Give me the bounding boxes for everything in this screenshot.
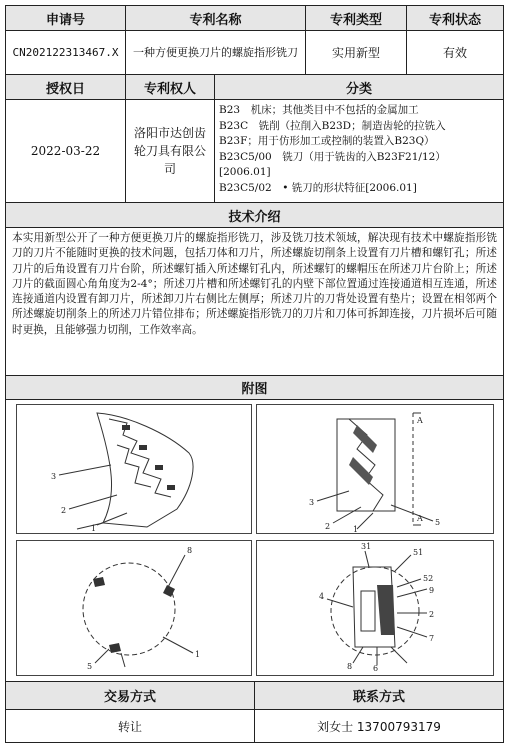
header-classification: 分类 — [215, 75, 503, 99]
fig4-callout: 52 — [423, 574, 434, 583]
figures-label: 附图 — [6, 376, 503, 399]
fig4-callout: 8 — [347, 662, 353, 671]
figure-2-drawing — [257, 405, 493, 533]
figure-2-side-view — [256, 404, 494, 534]
fig2-callout: 2 — [325, 522, 331, 531]
patent-type: 实用新型 — [306, 31, 407, 74]
fig4-callout: 51 — [413, 548, 424, 557]
classification-line: [2006.01] — [219, 166, 271, 178]
header-patent-status: 专利状态 — [407, 6, 503, 30]
classification-line: B23C5/00 铣刀（用于铣齿的入B23F21/12） — [219, 150, 446, 163]
fig3-callout: 1 — [195, 650, 201, 659]
figure-4-drawing — [257, 541, 493, 675]
contact: 刘女士 13700793179 — [317, 719, 441, 734]
patentee: 洛阳市达创齿轮刀具有限公司 — [126, 100, 215, 202]
header-row-1 — [6, 6, 503, 31]
tech-intro-text: 本实用新型公开了一种方便更换刀片的螺旋指形铣刀，涉及铣刀技术领域，解决现有技术中螺旋指形铣刀的刀片不能随时更换的技术问题，包括刀体和刀片，所述螺旋切削条上设置有刀片槽和螺钉孔；所述刀片的后角设置有刀片台阶，所述螺钉插入所述螺钉孔内，所述螺钉的螺帽压在所述刀片台阶上；所述刀片的截面圆心角角度为2-4°；所述刀片槽和所述螺钉孔的内壁下部位置通过连接通道相互连通，所述连接通道内设置有卸刀片，所述卸刀片右侧比左侧厚；所述刀片的刀背处设置有垫片；设置在相邻两个所述螺旋切削条上的所述刀片错位排布；所述螺旋指形铣刀的刀片和刀体可拆卸连接，刀片损坏后可随时更换，且能够强力切削，工作效率高。 — [6, 228, 503, 376]
fig2-callout: 5 — [435, 518, 441, 527]
header-patentee: 专利权人 — [126, 75, 215, 99]
fig4-callout: 4 — [319, 592, 325, 601]
fig3-callout: 8 — [187, 546, 193, 555]
patent-status: 有效 — [442, 46, 467, 60]
value-row-1 — [6, 31, 503, 75]
fig2-callout: A — [417, 416, 423, 425]
grant-date: 2022-03-22 — [6, 100, 126, 202]
fig2-callout: A — [417, 514, 423, 523]
patent-name: 一种方便更换刀片的螺旋指形铣刀 — [126, 31, 306, 74]
classification-line: B23C 铣削（拉削入B23D；制造齿轮的拉铣入 — [219, 119, 446, 132]
tech-intro-header-row — [6, 203, 503, 228]
figure-3-cross-section — [16, 540, 252, 676]
header-row-3 — [6, 682, 503, 710]
fig2-callout: 3 — [309, 498, 315, 507]
classification-line: B23C5/02 • 铣刀的形状特征[2006.01] — [219, 181, 417, 194]
fig1-callout: 1 — [91, 524, 97, 533]
figures-header-row — [6, 376, 503, 400]
fig4-callout: 31 — [361, 542, 372, 551]
figure-1-drawing — [17, 405, 251, 533]
figure-4-detail-view — [256, 540, 494, 676]
fig4-callout: 9 — [429, 586, 435, 595]
value-row-3 — [6, 710, 503, 742]
figures-area — [6, 400, 503, 682]
trade-method: 转让 — [6, 710, 255, 742]
fig1-callout: 3 — [51, 472, 57, 481]
header-contact: 联系方式 — [255, 682, 503, 709]
header-application-no: 申请号 — [6, 6, 126, 30]
fig4-callout: 2 — [429, 610, 435, 619]
fig4-callout: 7 — [429, 634, 435, 643]
header-patent-name: 专利名称 — [126, 6, 306, 30]
application-no: CN202122313467.X — [6, 31, 126, 74]
header-trade-method: 交易方式 — [6, 682, 255, 709]
fig3-callout: 5 — [87, 662, 93, 671]
figure-1-milling-cutter — [16, 404, 252, 534]
fig2-callout: 1 — [353, 525, 359, 533]
patent-info-sheet — [5, 5, 504, 743]
header-grant-date: 授权日 — [6, 75, 126, 99]
tech-intro-label: 技术介绍 — [6, 203, 503, 227]
figure-3-drawing — [17, 541, 251, 675]
classification-list — [215, 100, 503, 202]
classification-line: B23F；用于仿形加工或控制的装置入B23Q） — [219, 135, 435, 147]
fig4-callout: 6 — [373, 664, 379, 673]
fig1-callout: 2 — [61, 506, 67, 515]
header-row-2 — [6, 75, 503, 100]
classification-line: B23 机床；其他类目中不包括的金属加工 — [219, 104, 419, 116]
value-row-2 — [6, 100, 503, 203]
header-patent-type: 专利类型 — [306, 6, 407, 30]
